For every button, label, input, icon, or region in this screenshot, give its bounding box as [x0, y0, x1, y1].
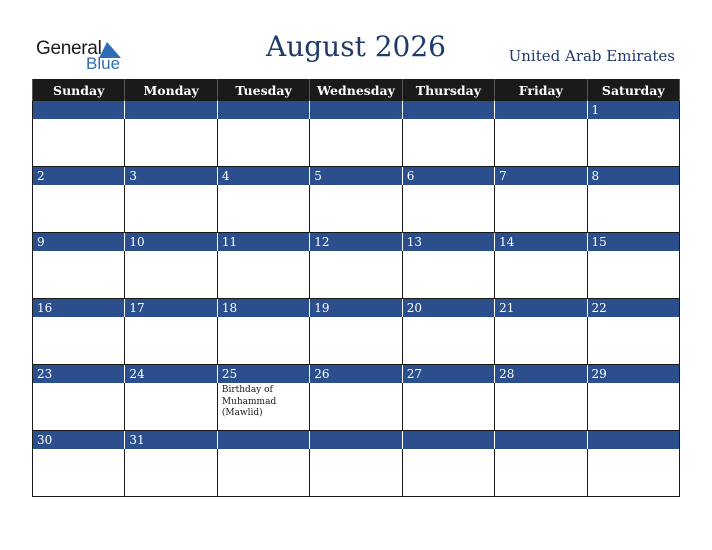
day-number: [310, 431, 402, 450]
day-cell: [125, 317, 217, 365]
day-cell: [33, 119, 125, 167]
day-cell: [310, 383, 402, 431]
day-number: 16: [33, 299, 125, 318]
day-number: [33, 101, 125, 119]
weekday-header: Tuesday: [217, 79, 309, 101]
day-number: 24: [125, 365, 217, 384]
day-number: 21: [495, 299, 587, 318]
day-number: 11: [217, 233, 309, 252]
day-number: 2: [33, 167, 125, 186]
day-cell: [310, 119, 402, 167]
day-cell: [125, 449, 217, 497]
day-cell: [125, 383, 217, 431]
day-cell: [310, 449, 402, 497]
day-number: 14: [495, 233, 587, 252]
day-cell: [587, 251, 679, 299]
week-6-body-row: [33, 449, 680, 497]
day-cell: [217, 449, 309, 497]
day-cell: [587, 383, 679, 431]
week-1-body-row: [33, 119, 680, 167]
day-number: 13: [402, 233, 494, 252]
week-3-body-row: [33, 251, 680, 299]
day-cell: [310, 251, 402, 299]
day-cell: [217, 185, 309, 233]
day-cell: [587, 317, 679, 365]
week-4-daynum-row: [33, 299, 680, 318]
day-cell: [495, 251, 587, 299]
day-number: 25: [217, 365, 309, 384]
day-number: 27: [402, 365, 494, 384]
week-5-body-row: [33, 383, 680, 431]
day-number: [402, 101, 494, 119]
week-3-daynum-row: [33, 233, 680, 252]
day-cell: [33, 185, 125, 233]
day-number: 26: [310, 365, 402, 384]
day-number: 6: [402, 167, 494, 186]
day-cell: [587, 185, 679, 233]
day-cell: [33, 383, 125, 431]
weekday-header: Wednesday: [310, 79, 402, 101]
day-cell: [495, 317, 587, 365]
day-number: 7: [495, 167, 587, 186]
logo-text-blue: Blue: [86, 54, 121, 73]
day-cell: [495, 383, 587, 431]
day-cell: [33, 449, 125, 497]
day-number: 28: [495, 365, 587, 384]
day-number: 9: [33, 233, 125, 252]
day-cell: [217, 317, 309, 365]
day-cell: [402, 383, 494, 431]
week-2-daynum-row: [33, 167, 680, 186]
day-number: 29: [587, 365, 679, 384]
day-cell: [402, 185, 494, 233]
day-number: 8: [587, 167, 679, 186]
day-cell: [495, 119, 587, 167]
page-title: August 2026: [266, 30, 446, 63]
day-number: 19: [310, 299, 402, 318]
logo-text-general: General: [36, 38, 102, 59]
week-2-body-row: [33, 185, 680, 233]
day-number: 1: [587, 101, 679, 119]
day-cell: [310, 317, 402, 365]
day-cell: [402, 317, 494, 365]
day-number: [217, 431, 309, 450]
day-cell: [125, 185, 217, 233]
country-label: United Arab Emirates: [508, 47, 675, 65]
day-cell: [402, 251, 494, 299]
weekday-header: Sunday: [33, 79, 125, 101]
day-number: [402, 431, 494, 450]
day-cell: [125, 251, 217, 299]
day-cell: [402, 449, 494, 497]
day-number: 4: [217, 167, 309, 186]
day-cell: [402, 119, 494, 167]
day-number: 31: [125, 431, 217, 450]
day-cell: [33, 317, 125, 365]
day-cell: [587, 119, 679, 167]
day-number: 12: [310, 233, 402, 252]
day-cell: [217, 251, 309, 299]
day-cell: [495, 449, 587, 497]
day-number: 22: [587, 299, 679, 318]
week-1-daynum-row: [33, 101, 680, 119]
day-number: [495, 431, 587, 450]
weekday-header: Thursday: [402, 79, 494, 101]
day-number: 5: [310, 167, 402, 186]
day-cell: [310, 185, 402, 233]
day-cell: [587, 449, 679, 497]
day-number: 10: [125, 233, 217, 252]
weekday-header: Saturday: [587, 79, 679, 101]
day-number: [495, 101, 587, 119]
day-number: 17: [125, 299, 217, 318]
calendar-grid: [32, 79, 680, 497]
weekday-header-row: [33, 79, 680, 101]
day-cell: [217, 119, 309, 167]
day-number: 20: [402, 299, 494, 318]
day-number: [587, 431, 679, 450]
day-cell: [125, 119, 217, 167]
weekday-header: Monday: [125, 79, 217, 101]
weekday-header: Friday: [495, 79, 587, 101]
day-number: [310, 101, 402, 119]
day-number: [217, 101, 309, 119]
day-cell: [33, 251, 125, 299]
holiday-event: Birthday of Muhammad (Mawlid): [217, 383, 309, 431]
week-6-daynum-row: [33, 431, 680, 450]
day-cell: [495, 185, 587, 233]
day-number: 23: [33, 365, 125, 384]
day-number: 15: [587, 233, 679, 252]
day-number: 18: [217, 299, 309, 318]
day-number: 30: [33, 431, 125, 450]
day-number: 3: [125, 167, 217, 186]
week-4-body-row: [33, 317, 680, 365]
day-number: [125, 101, 217, 119]
week-5-daynum-row: [33, 365, 680, 384]
